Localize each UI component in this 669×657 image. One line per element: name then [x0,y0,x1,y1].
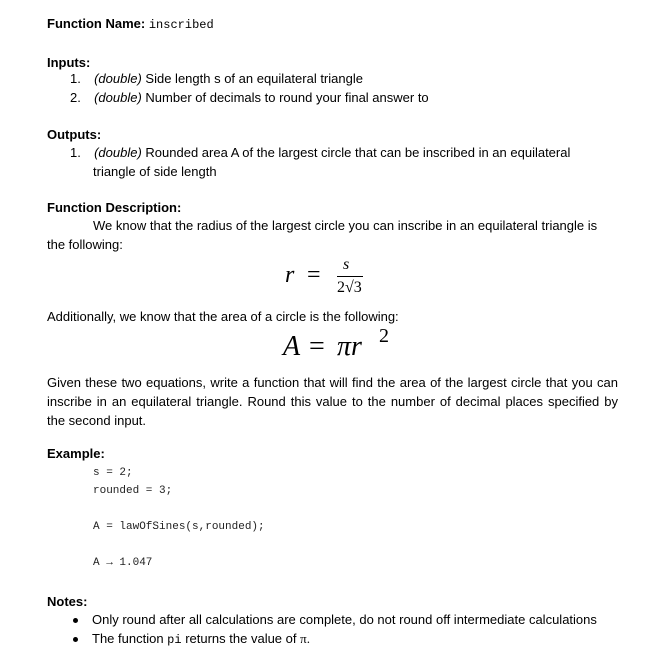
eq2-lhs: A [283,331,301,362]
eq1-numerator: s [343,256,350,273]
list-number: 1. [70,145,81,160]
radius-equation [285,256,395,306]
example-code-line-1: s = 2; [93,467,133,479]
outputs-heading: Outputs: [47,127,102,142]
note-text: Only round after all calculations are complete, do not round off intermediate calculations [92,612,597,627]
bullet-icon [73,618,78,623]
param-type: (double) [94,90,142,105]
example-code-line-4: A → 1.047 [93,557,153,569]
notes-heading: Notes: [47,594,88,609]
description-para1-line2: the following: [47,237,123,252]
note-text: returns the value of [185,631,297,646]
function-name-label: Function Name: [47,16,146,31]
description-para1-line1: We know that the radius of the largest circle you can inscribe in an equilateral triangle is [93,218,598,233]
note-code: pi [167,633,182,647]
param-description: Side length s of an equilateral triangle [145,71,363,86]
eq2-rhs: πr [337,331,362,362]
pi-symbol: π. [300,631,310,646]
param-type: (double) [94,71,142,86]
eq1-lhs: r [285,262,295,288]
example-heading: Example: [47,446,105,461]
eq1-equals: = [307,262,321,288]
function-name-line [47,16,214,32]
description-para2: Additionally, we know that the area of a circle is the following: [47,309,399,324]
param-description: Rounded area A of the largest circle that can be inscribed in an equilateral [145,145,571,160]
list-number: 2. [70,90,81,105]
outputs-item-1-cont: triangle of side length [93,164,217,179]
inputs-heading: Inputs: [47,55,91,70]
description-heading: Function Description: [47,200,182,215]
eq1-denominator: 2√3 [337,279,362,296]
outputs-item-1 [70,145,570,160]
inputs-item-1 [70,71,363,86]
param-type: (double) [94,145,142,160]
description-para3: Given these two equations, write a function that will find the area of the largest circle that you can inscribe in an equilateral triangle. Round this value to the number of decimal places specified by the second input. [47,375,618,428]
notes-item-2 [73,631,310,647]
area-equation [283,327,403,367]
list-number: 1. [70,71,81,86]
example-code-line-2: rounded = 3; [93,485,173,497]
function-name-value: inscribed [148,18,214,32]
eq2-equals: = [309,331,325,362]
eq1-fraction-bar [337,276,363,277]
notes-item-1 [73,612,597,627]
note-text: The function [92,631,164,646]
example-code-line-3: A = lawOfSines(s,rounded); [93,521,265,533]
eq2-exponent: 2 [379,325,389,347]
param-description: Number of decimals to round your final answer to [145,90,429,105]
inputs-item-2 [70,90,429,105]
bullet-icon [73,637,78,642]
